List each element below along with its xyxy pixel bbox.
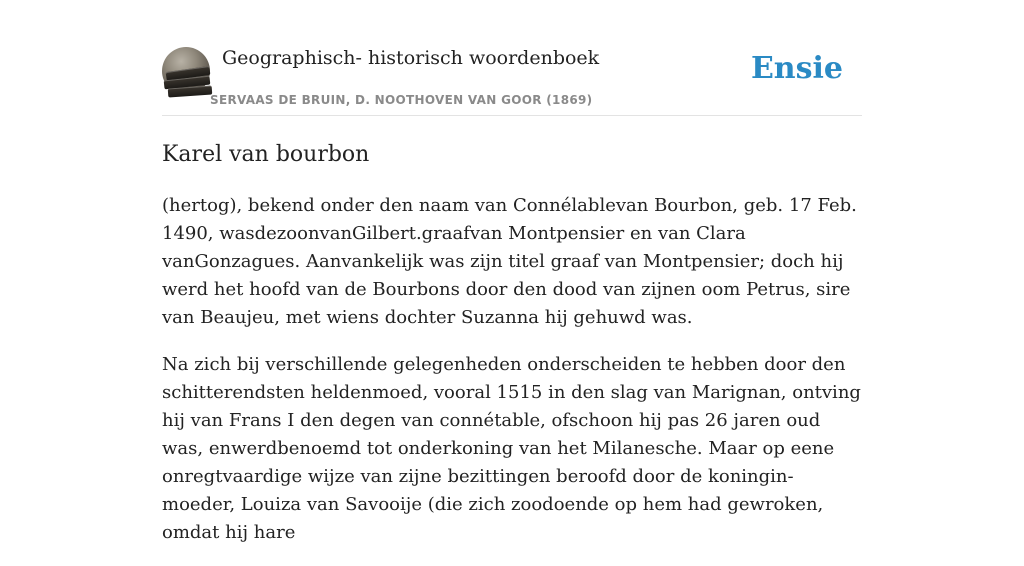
article-title: Karel van bourbon — [162, 142, 370, 167]
article-paragraph: (hertog), bekend onder den naam van Connélablevan Bourbon, geb. 17 Feb. 1490, wasdezoonvanGilbert.graafvan Montpensier en van Clara vanGonzagues. Aanvankelijk was zijn titel graaf van Montpensier; doch hij werd het hoofd van de Bourbons door den dood van zijnen oom Petrus, sire van Beaujeu, met wiens dochter Suzanna hij gehuwd was. — [162, 195, 857, 328]
book-spine-icon — [168, 85, 213, 97]
page — [162, 0, 862, 543]
book-title-link[interactable]: Geographisch- historisch woordenboek — [222, 47, 600, 69]
book-cover-avatar[interactable] — [162, 47, 210, 95]
article-body — [162, 192, 862, 566]
ensie-logo-link[interactable]: Ensie — [750, 51, 843, 86]
article-paragraph: Na zich bij verschillende gelegenheden onderscheiden te hebben door den schitterendsten heldenmoed, vooral 1515 in den slag van Marignan, ontving hij van Frans I den degen van connétable, ofschoon hij pas 26 jaren oud was, enwerdbenoemd tot onderkoning van het Milanesche. Maar op eene onregtvaardige wijze van zijne bezittingen beroofd door de koningin-moeder, Louiza van Savooije (die zich zoodoende op hem had gewroken, omdat hij hare — [162, 354, 861, 543]
book-author: SERVAAS DE BRUIN, D. NOOTHOVEN VAN GOOR (1869) — [210, 93, 593, 107]
book-header — [162, 0, 862, 116]
